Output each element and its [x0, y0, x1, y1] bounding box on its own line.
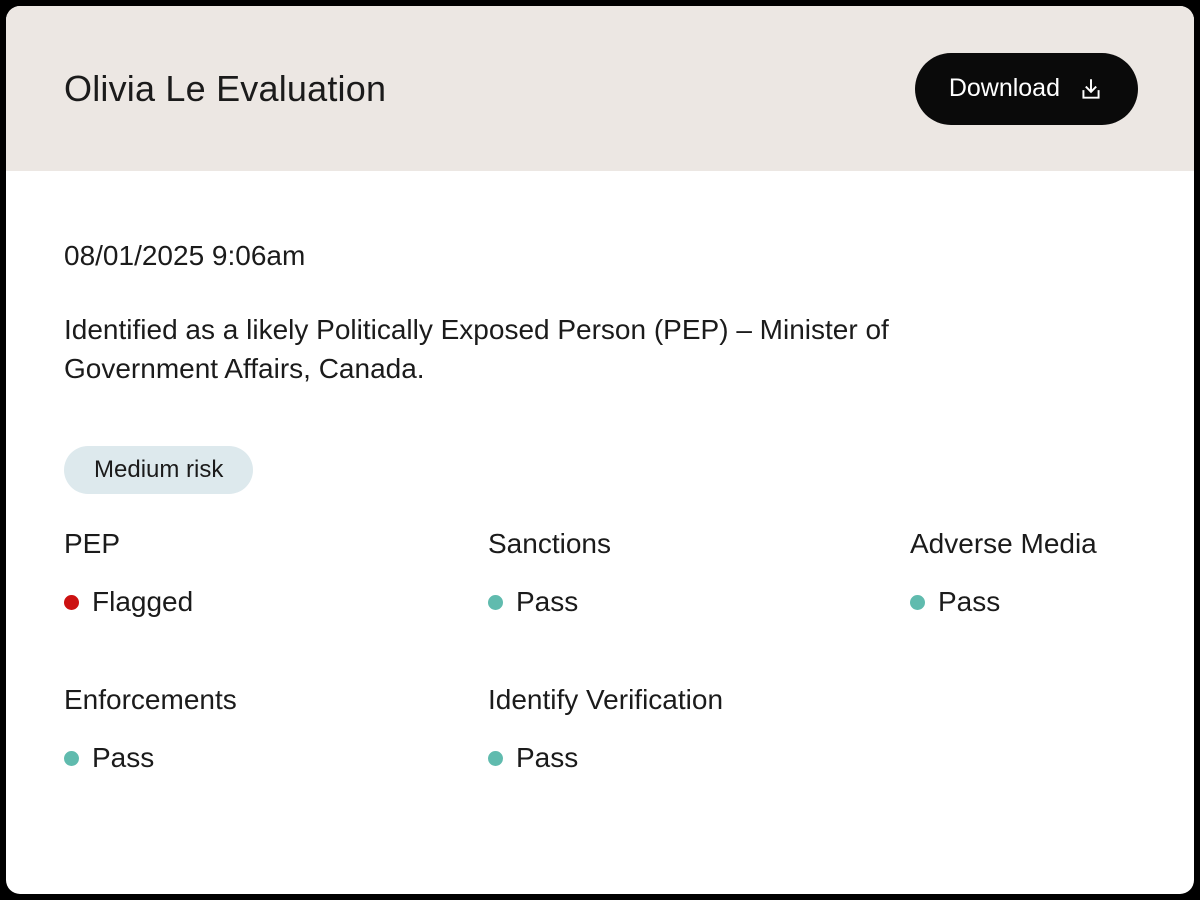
pass-dot-icon: [64, 751, 79, 766]
check-status: [488, 588, 910, 616]
pass-dot-icon: [910, 595, 925, 610]
download-icon: [1078, 76, 1104, 102]
evaluation-description: Identified as a likely Politically Exposed Person (PEP) – Minister of Government Affairs, Canada.: [64, 314, 889, 384]
check-status: [64, 744, 488, 772]
download-button[interactable]: [915, 53, 1138, 125]
check-pep: [64, 530, 488, 616]
check-status: [488, 744, 910, 772]
card-body: [6, 240, 1194, 772]
status-text: Pass: [92, 742, 155, 773]
status-text: Pass: [516, 586, 579, 617]
check-label: Identify Verification: [488, 684, 724, 715]
check-adverse-media: [910, 530, 1136, 616]
evaluation-timestamp: 08/01/2025 9:06am: [64, 240, 306, 271]
pass-dot-icon: [488, 595, 503, 610]
status-text: Flagged: [92, 586, 194, 617]
check-sanctions: [488, 530, 910, 616]
card-header: [6, 6, 1194, 171]
check-label: Adverse Media: [910, 528, 1097, 559]
check-status: [910, 588, 1136, 616]
risk-badge: Medium risk: [64, 446, 253, 494]
page-title: Olivia Le Evaluation: [64, 67, 387, 109]
checks-grid: [64, 530, 1136, 772]
flagged-dot-icon: [64, 595, 79, 610]
status-text: Pass: [938, 586, 1001, 617]
check-enforcements: [64, 686, 488, 772]
evaluation-card: [6, 6, 1194, 894]
check-identify-verification: [488, 686, 910, 772]
check-label: Enforcements: [64, 684, 237, 715]
download-button-label: Download: [948, 74, 1060, 102]
pass-dot-icon: [488, 751, 503, 766]
check-status: [64, 588, 488, 616]
check-label: PEP: [64, 528, 121, 559]
status-text: Pass: [516, 742, 579, 773]
check-label: Sanctions: [488, 528, 611, 559]
